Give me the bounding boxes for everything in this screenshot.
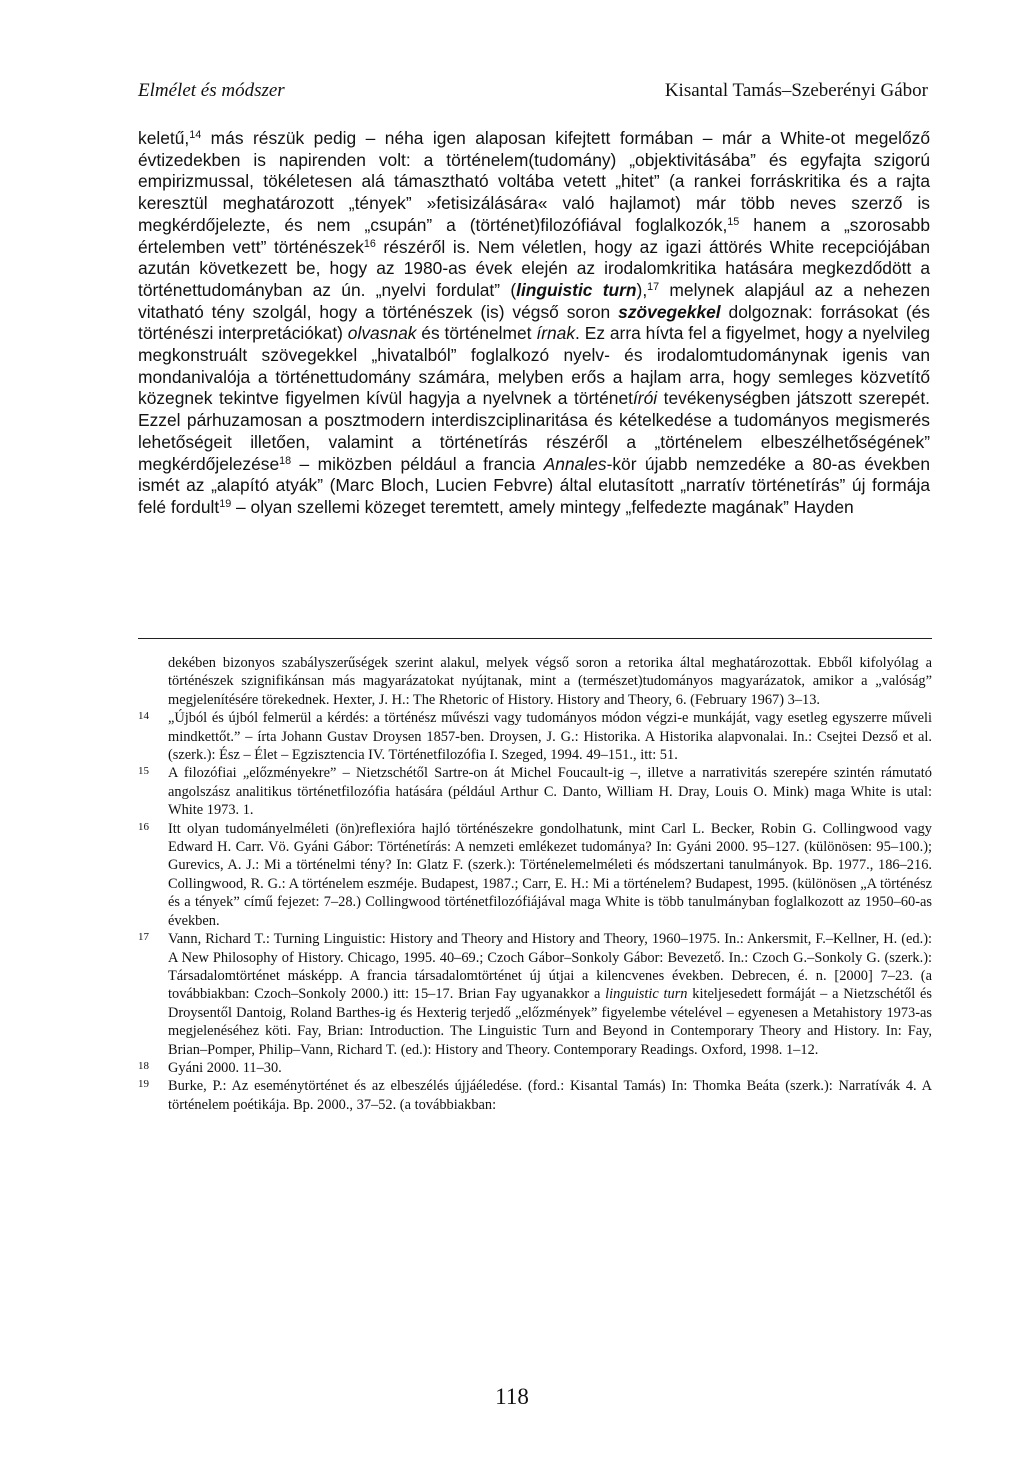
footnote-number: 14 (138, 710, 149, 723)
footnote-ref-15[interactable]: 15 (727, 215, 740, 228)
emphasis-annales: Annales (543, 453, 607, 474)
footnote-number: 15 (138, 765, 149, 778)
text-segment: keletű, (138, 128, 190, 148)
text-segment: melynek alapjául az a nehezen vitatható tény szolgál, hogy a történészek (is) végső soron (138, 279, 931, 322)
text-segment: más részük pedig – néha igen alaposan kifejtett formában – már a White-ot megelőző évtizedekben is napirenden volt: a történelem(tudomány) „objektivitásába” és egyfajta szigorú empirizmussal, tökéletesen alá támasztható voltába vetett „hitet” (a rankei forráskritika és a rajta keresztül meghatározott „tények” »fetisizálására« való hajlamot) már több neves szerző is megkérdőjelezte, és nem „csupán” a (történet)filozófiával foglalkozók, (138, 128, 930, 235)
text-segment: és történelmet (416, 323, 537, 344)
text-segment: -kör újabb nemzedéke a 80-as években ismét az „alapító atyák” (Marc Bloch, Lucien Febvre) által elutasított „narratív történetírás” új formája felé fordult (138, 453, 930, 517)
footnote-text: Burke, P.: Az eseménytörténet és az elbeszélés újjáéledése. (ford.: Kisantal Tamás) In: Thomka Beáta (szerk.): Narratívák 4. A történelem poétikája. Bp. 2000., 37–52. (a továbbiakban: (168, 1078, 932, 1113)
footnote-number: 18 (138, 1059, 149, 1072)
emphasis-linguistic-turn: linguistic turn (516, 279, 637, 300)
footnote-emphasis: linguistic turn (605, 986, 688, 1003)
footnote-continuation (138, 654, 932, 709)
footnote-18 (138, 1059, 932, 1077)
text-segment: dolgoznak: forrásokat (és történészi interpretációkat) (138, 301, 930, 344)
footnote-ref-19[interactable]: 19 (219, 498, 232, 511)
footnote-number: 17 (138, 931, 149, 944)
text-segment: – olyan szellemi közeget teremtett, amely mintegy „felfedezte magának” Hayden (231, 496, 854, 517)
page-number: 118 (495, 1384, 529, 1409)
footnote-ref-18[interactable]: 18 (279, 454, 292, 467)
emphasis-irnak: írnak (536, 323, 576, 344)
text-segment: ), (636, 279, 648, 300)
text-segment: – miközben például a francia (291, 453, 544, 474)
footnote-ref-17[interactable]: 17 (647, 281, 660, 293)
header-authors: Kisantal Tamás–Szeberényi Gábor (664, 80, 928, 101)
footnote-text: A filozófiai „előzményekre” – Nietzschétől Sartre-on át Michel Foucault-ig –, illetve a narrativitás szerepére szintén rámutató angolszász analitikus történetfilozófia hatására (például Arthur C. Danto, William H. Dray, Louis O. Mink) maga White is utal: White 1973. 1. (168, 765, 932, 819)
footnote-text: dekében bizonyos szabályszerűségek szerint alakul, melyek végső soron a retorika által meghatározottak. Ebből kifolyólag a történészek szignifikánsan más magyarázatokat nyújtanak, mint a (természet)tudományos magyarázatok, amikor a „valóság” megjelenítésére törekednek. Hexter, J. H.: The Rhetoric of History. History and Theory, 6. (February 1967) 3–13. (168, 655, 932, 708)
footnote-text: „Újból és újból felmerül a kérdés: a történész művészi vagy tudományos módon végzi-e munkáját, vagy esetleg egyszerre műveli mindkettőt.” – írta Johann Gustav Droysen 1857-ben. Droysen, J. G.: Historika. A Historika alapvonalai. In.: Csejtei Dezső et al. (szerk.): Ész – Élet – Egzisztencia IV. Történetfilozófia I. Szeged, 1994. 49–151., itt: 51. (168, 710, 932, 764)
footnote-ref-14[interactable]: 14 (189, 129, 202, 142)
running-header (138, 80, 928, 102)
text-segment: . Ez arra hívta fel a figyelmet, hogy a nyelvileg megkonstruált szövegekkel „hivatalból” foglalkozó nyelv- és irodalomtudománynak igenis van mondanivalója a történettudomány számára, melyben erős a hajlam arra, hogy semleges közvetítő közegnek tekintve figyelmen kívül hagyja a nyelvnek a történet (138, 323, 930, 409)
footnote-text: Itt olyan tudományelméleti (ön)reflexióra hajló történészekre gondolhatunk, mint Carl L. Becker, Robin G. Collingwood vagy Edward H. Carr. Vö. Gyáni Gábor: Történetírás: A nemzeti emlékezet tudománya? In: Gyáni 2000. 95–127. (különösen: 95–100.); Gurevics, A. J.: Mi a történelmi tény? In: Glatz F. (szerk.): Történelemelméleti és módszertani tanulmányok. Bp. 1977., 186–216. Collingwood, R. G.: A történelem eszméje. Budapest, 1987.; Carr, E. H.: Mi a történelem? Budapest, 1995. (különösen „A történész és a tények” című fejezet: 7–28.) Collingwood történetfilozófiájával maga White is több tanulmányban foglalkozott az 1950–60-as években. (168, 820, 932, 929)
footnote-text: kiteljesedett formáját – a Nietzschétől és Droysentől Dantoig, Roland Barthes-ig és Hexterig terjedő „előzmények” figyelembe vételével – egyenesen a Metahistory 1973-as megjelenéséhez köti. Fay, Brian: Introduction. The Linguistic Turn and Beyond in Contemporary Theory and History. In: Fay, Brian–Pomper, Philip–Vann, Richard T. (ed.): History and Theory. Contemporary Readings. Oxford, 1998. 1–12. (168, 986, 932, 1058)
footnote-17 (138, 930, 932, 1059)
footnote-number: 19 (138, 1078, 149, 1091)
text-segment: hanem a „szorosabb értelemben vett” történészek (138, 214, 930, 257)
text-segment: tevékenységben játszott szerepét. Ezzel párhuzamosan a posztmodern interdiszciplinaritása és kételkedése a tudományos megismerés lehetőségeit illetően, valamint a történetírás részéről a „történelem elbeszélhetőségének” megkérdőjelezése (138, 388, 931, 474)
footnote-text: Gyáni 2000. 11–30. (168, 1059, 282, 1076)
header-section-title: Elmélet és módszer (138, 80, 285, 101)
emphasis-szovegekkel: szövegekkel (618, 301, 721, 322)
footnote-15 (138, 764, 932, 819)
footnote-14 (138, 709, 932, 764)
text-segment: részéről is. Nem véletlen, hogy az igazi áttörés White recepciójában azután következett be, hogy az 1980-as évek elején az irodalomkritika hatására megkezdődött a történettudományban az ún. „nyelvi fordulat” ( (138, 236, 930, 300)
footnote-text: Vann, Richard T.: Turning Linguistic: History and Theory and History and Theory, 1960–1975. In.: Ankersmit, F.–Kellner, H. (ed.): A New Philosophy of History. Chicago, 1995. 40–69.; Czoch Gábor–Sonkoly Gábor: Bevezető. In.: Czoch G.–Sonkoly G. (szerk.): Társadalomtörténet másképp. A francia társadalomtörténet új útjai a kilencvenes években. Debrecen, é. n. [2000] 7–23. (a továbbiakban: Czoch–Sonkoly 2000.) itt: 15–17. Brian Fay ugyanakkor a (168, 931, 932, 1003)
footnote-ref-16[interactable]: 16 (363, 237, 376, 250)
footnote-16 (138, 820, 932, 930)
footnote-divider (138, 638, 932, 639)
footnote-number: 16 (138, 820, 149, 833)
emphasis-olvasnak: olvasnak (347, 323, 417, 344)
footnotes (138, 654, 932, 1114)
footnote-19 (138, 1077, 932, 1114)
main-text (138, 128, 930, 519)
emphasis-iroi: írói (632, 388, 658, 409)
